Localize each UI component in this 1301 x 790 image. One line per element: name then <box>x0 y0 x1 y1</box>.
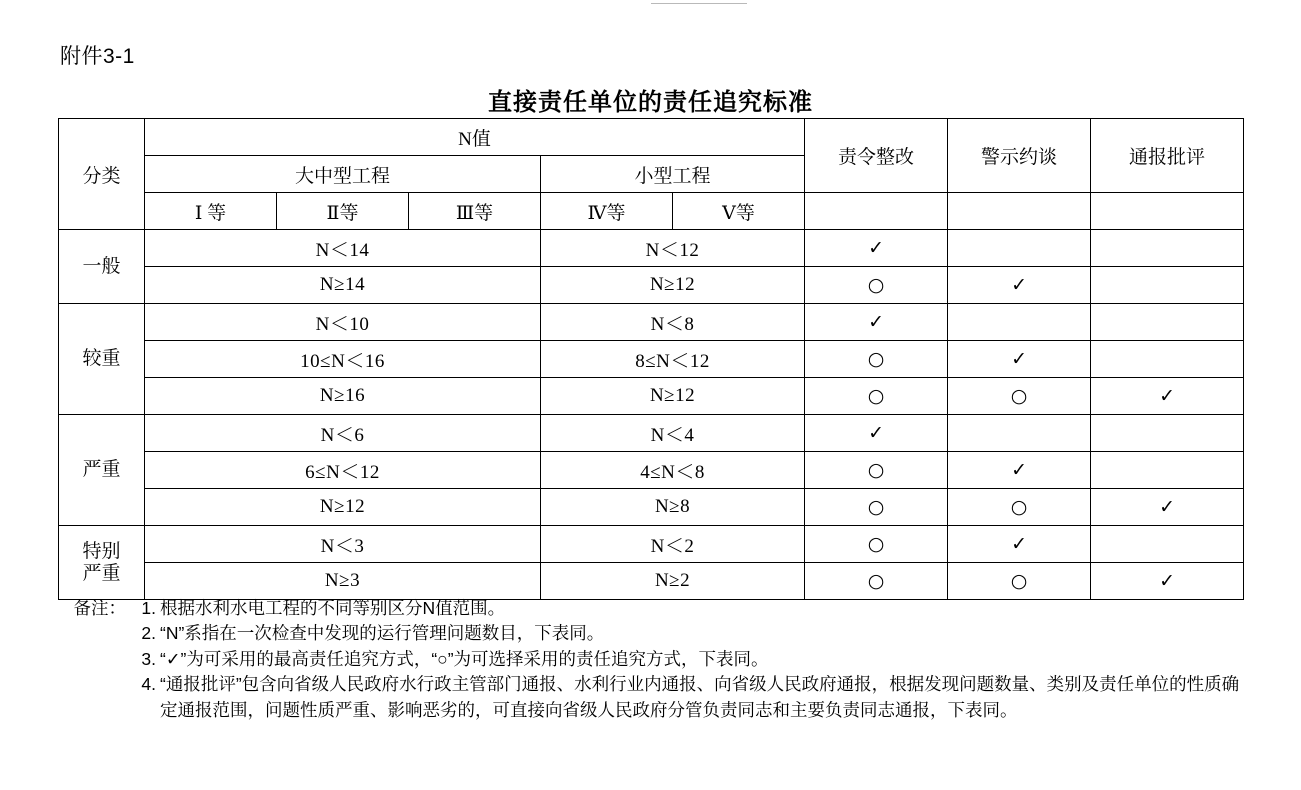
n-small-s-1: N＜4 <box>541 415 805 452</box>
category-serious: 严重 <box>59 415 145 526</box>
table-row <box>59 526 1244 563</box>
n-large-s-3: N≥12 <box>145 489 541 526</box>
header-spacer-3 <box>1091 193 1244 230</box>
header-action-warning-talk: 警示约谈 <box>948 119 1091 193</box>
mark-warning-talk: ✓ <box>948 341 1091 378</box>
header-n-value: N值 <box>145 119 805 156</box>
mark-public-criticism <box>1091 415 1244 452</box>
mark-warning-talk: ✓ <box>948 526 1091 563</box>
note-item <box>58 672 1248 723</box>
mark-public-criticism <box>1091 526 1244 563</box>
mark-order-rectify: ✓ <box>805 415 948 452</box>
note-text: “N”系指在一次检查中发现的运行管理问题数目，下表同。 <box>160 623 605 644</box>
table-row <box>59 230 1244 267</box>
table-row <box>59 563 1244 600</box>
table-header-row-3 <box>59 193 1244 230</box>
n-small-rs-3: N≥12 <box>541 378 805 415</box>
category-extremely-serious-line1: 特别 <box>82 540 121 562</box>
header-grade-2: Ⅱ等 <box>277 193 409 230</box>
header-grade-3: Ⅲ等 <box>409 193 541 230</box>
n-small-es-1: N＜2 <box>541 526 805 563</box>
mark-warning-talk: ○ <box>948 378 1091 415</box>
mark-order-rectify: ○ <box>805 452 948 489</box>
mark-public-criticism: ✓ <box>1091 378 1244 415</box>
n-large-rs-2: 10≤N＜16 <box>145 341 541 378</box>
note-text: “✓”为可采用的最高责任追究方式，“○”为可选择采用的责任追究方式，下表同。 <box>160 648 769 669</box>
header-small-project: 小型工程 <box>541 156 805 193</box>
header-action-order-rectify: 责令整改 <box>805 119 948 193</box>
category-general: 一般 <box>59 230 145 304</box>
n-small-s-2: 4≤N＜8 <box>541 452 805 489</box>
mark-order-rectify: ✓ <box>805 230 948 267</box>
mark-public-criticism <box>1091 230 1244 267</box>
n-large-es-2: N≥3 <box>145 563 541 600</box>
mark-warning-talk: ○ <box>948 563 1091 600</box>
mark-public-criticism <box>1091 341 1244 378</box>
note-item <box>58 647 1248 672</box>
category-extremely-serious-line2: 严重 <box>82 562 121 584</box>
note-item <box>58 596 1248 621</box>
mark-public-criticism: ✓ <box>1091 489 1244 526</box>
n-small-rs-1: N＜8 <box>541 304 805 341</box>
header-grade-4: Ⅳ等 <box>541 193 673 230</box>
mark-public-criticism: ✓ <box>1091 563 1244 600</box>
n-large-rs-3: N≥16 <box>145 378 541 415</box>
n-large-general-1: N＜14 <box>145 230 541 267</box>
n-small-general-1: N＜12 <box>541 230 805 267</box>
mark-warning-talk <box>948 230 1091 267</box>
header-category: 分类 <box>59 119 145 230</box>
note-number: 4. <box>141 674 156 695</box>
mark-order-rectify: ○ <box>805 489 948 526</box>
attachment-label: 附件3-1 <box>60 45 135 68</box>
page-title: 直接责任单位的责任追究标准 <box>488 89 813 116</box>
table-row <box>59 489 1244 526</box>
table-row <box>59 341 1244 378</box>
mark-order-rectify: ○ <box>805 378 948 415</box>
n-large-rs-1: N＜10 <box>145 304 541 341</box>
note-text: “通报批评”包含向省级人民政府水行政主管部门通报、水利行业内通报、向省级人民政府通报，根据发现问题数量、类别及责任单位的性质确定通报范围，问题性质严重、影响恶劣的，可直接向省级人民政府分管负责同志和主要负责同志通报，下表同。 <box>160 674 1240 720</box>
mark-warning-talk <box>948 415 1091 452</box>
mark-order-rectify: ○ <box>805 563 948 600</box>
table-row <box>59 304 1244 341</box>
n-small-es-2: N≥2 <box>541 563 805 600</box>
mark-public-criticism <box>1091 304 1244 341</box>
n-large-general-2: N≥14 <box>145 267 541 304</box>
mark-warning-talk: ✓ <box>948 267 1091 304</box>
mark-public-criticism <box>1091 267 1244 304</box>
header-action-public-criticism: 通报批评 <box>1091 119 1244 193</box>
mark-public-criticism <box>1091 452 1244 489</box>
note-label: 备注： <box>73 598 126 618</box>
table-row <box>59 415 1244 452</box>
note-number: 1. <box>141 598 156 618</box>
n-large-s-1: N＜6 <box>145 415 541 452</box>
mark-order-rectify: ✓ <box>805 304 948 341</box>
table-notes <box>58 596 1248 723</box>
header-large-medium-project: 大中型工程 <box>145 156 541 193</box>
category-extremely-serious <box>59 526 145 600</box>
header-spacer-2 <box>948 193 1091 230</box>
scan-artifact-line <box>651 0 747 4</box>
note-item <box>58 621 1248 646</box>
mark-warning-talk <box>948 304 1091 341</box>
n-large-es-1: N＜3 <box>145 526 541 563</box>
note-number: 3. <box>141 648 156 669</box>
table-row <box>59 452 1244 489</box>
table-header-row-1 <box>59 119 1244 156</box>
mark-order-rectify: ○ <box>805 267 948 304</box>
n-large-s-2: 6≤N＜12 <box>145 452 541 489</box>
header-spacer-1 <box>805 193 948 230</box>
header-grade-5: Ⅴ等 <box>673 193 805 230</box>
mark-warning-talk: ○ <box>948 489 1091 526</box>
table-row <box>59 378 1244 415</box>
mark-order-rectify: ○ <box>805 341 948 378</box>
mark-order-rectify: ○ <box>805 526 948 563</box>
n-small-general-2: N≥12 <box>541 267 805 304</box>
n-small-rs-2: 8≤N＜12 <box>541 341 805 378</box>
mark-warning-talk: ✓ <box>948 452 1091 489</box>
note-number: 2. <box>141 623 156 644</box>
n-small-s-3: N≥8 <box>541 489 805 526</box>
table-row <box>59 267 1244 304</box>
responsibility-standard-table <box>58 118 1244 600</box>
header-grade-1: Ⅰ 等 <box>145 193 277 230</box>
category-relatively-serious: 较重 <box>59 304 145 415</box>
note-text: 根据水利水电工程的不同等别区分N值范围。 <box>160 598 506 618</box>
